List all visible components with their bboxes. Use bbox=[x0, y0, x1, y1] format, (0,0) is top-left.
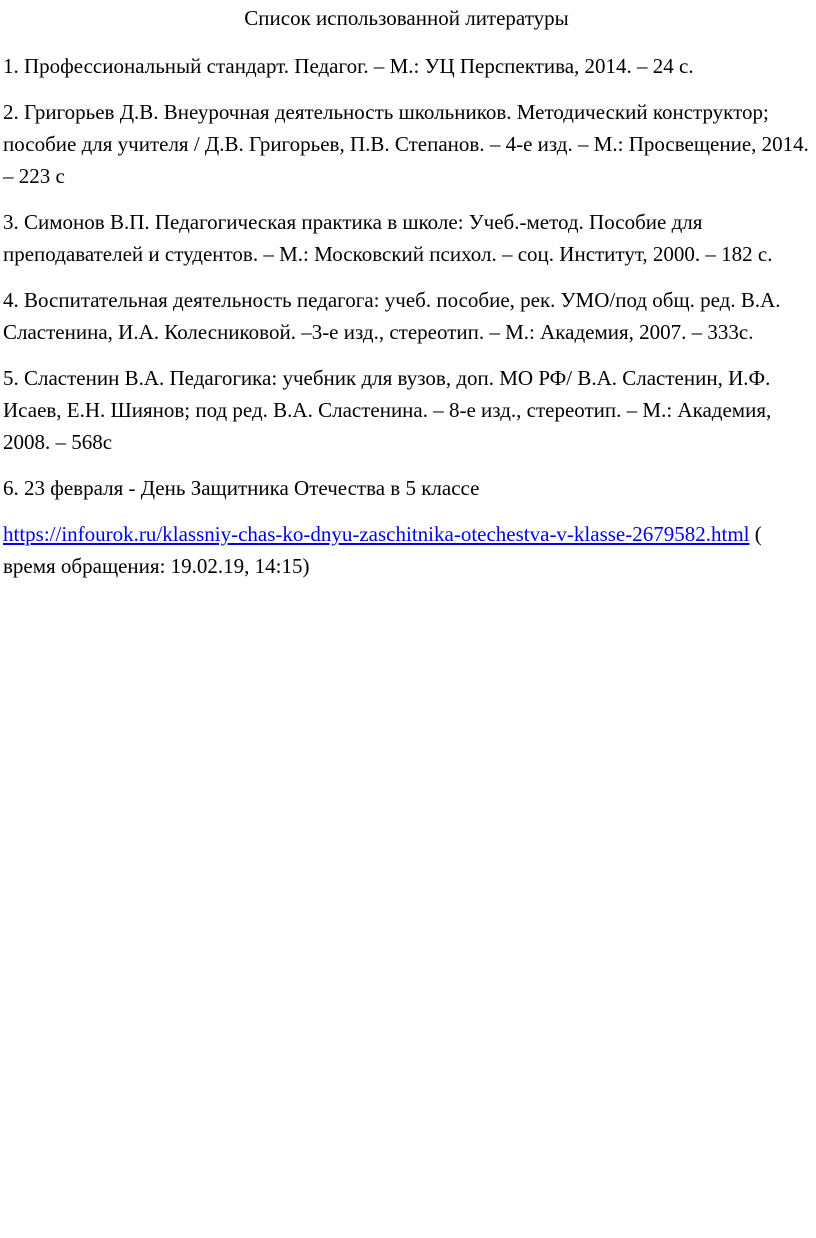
document-title: Список использованной литературы bbox=[244, 6, 569, 30]
reference-item-4: 4. Воспитательная деятельность педагога: учеб. пособие, рек. УМО/под общ. ред. В.А. Сластенина, И.А. Колесниковой. –3-е изд., стереотип. – М.: Академия, 2007. – 333с. bbox=[3, 288, 781, 344]
reference-item-5: 5. Сластенин В.А. Педагогика: учебник для вузов, доп. МО РФ/ В.А. Сластенин, И.Ф. Исаев, Е.Н. Шиянов; под ред. В.А. Сластенина. – 8-е изд., стереотип. – М.: Академия, 2008. – 568с bbox=[3, 366, 772, 454]
reference-link-line bbox=[3, 518, 810, 582]
reference-item-3: 3. Симонов В.П. Педагогическая практика в школе: Учеб.-метод. Пособие для преподавателей и студентов. – М.: Московский психол. – соц. Институт, 2000. – 182 с. bbox=[3, 210, 773, 266]
reference-url-link[interactable]: https://infourok.ru/klassniy-chas-ko-dnyu-zaschitnika-otechestva-v-klasse-2679582.html bbox=[3, 522, 750, 546]
reference-item-2: 2. Григорьев Д.В. Внеурочная деятельность школьников. Методический конструктор; пособие для учителя / Д.В. Григорьев, П.В. Степанов. – 4-е изд. – М.: Просвещение, 2014. – 223 с bbox=[3, 100, 809, 188]
access-date-text: ( время обращения: 19.02.19, 14:15) bbox=[3, 522, 762, 578]
reference-item-6: 6. 23 февраля - День Защитника Отечества в 5 классе bbox=[3, 476, 480, 500]
reference-item-1: 1. Профессиональный стандарт. Педагог. – М.: УЦ Перспектива, 2014. – 24 с. bbox=[3, 54, 694, 78]
